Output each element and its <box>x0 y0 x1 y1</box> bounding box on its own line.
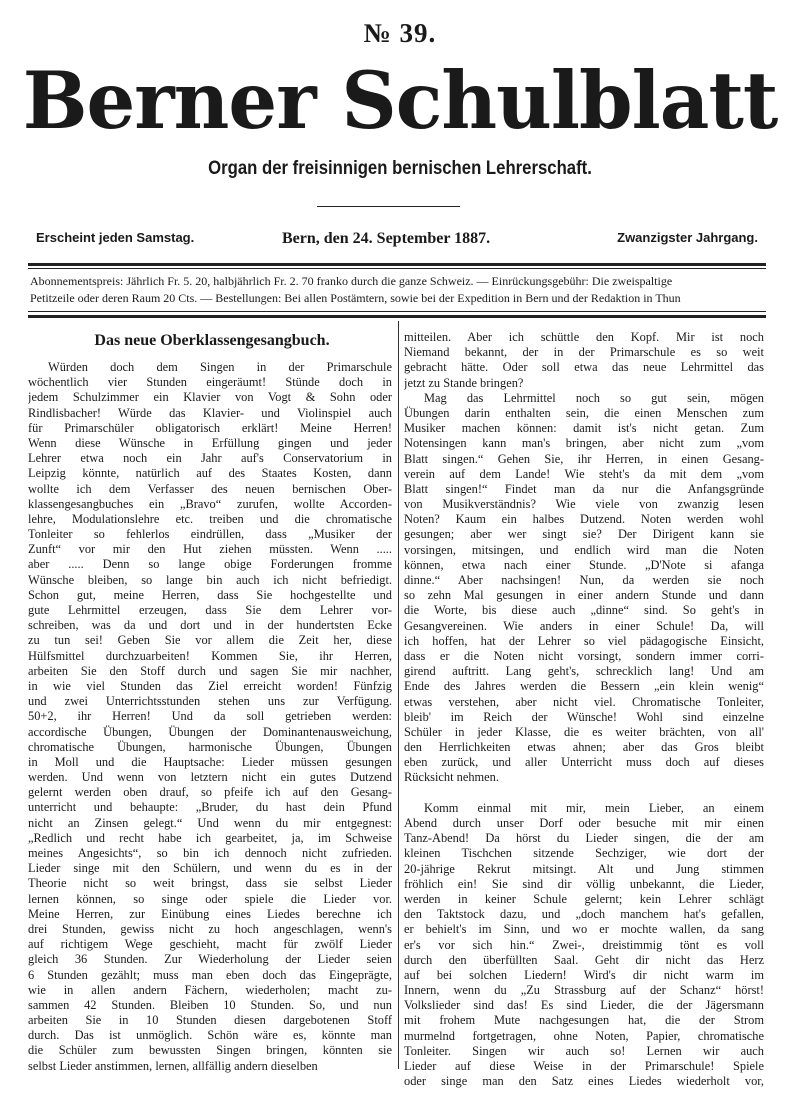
text-line: er's vor sich hin.“ Zwei-, dreistimmig tönt es voll <box>404 937 764 952</box>
text-line: Hülfsmittel durchzuarbeiten! Kommen Sie, ihr Herren, <box>28 648 392 663</box>
text-line: accordische Übungen, Übungen der Dominantenausweichung, <box>28 724 392 739</box>
text-line: jetzt zu Stande bringen? <box>404 375 524 390</box>
text-line: werden in keiner Schule gelernt; kein Lehrer schlägt <box>404 891 764 906</box>
column-divider <box>398 321 399 1069</box>
text-line: verein auf dem Lande! Wie steht's da mit dem „vom <box>404 466 764 481</box>
issue-date: Bern, den 24. September 1887. <box>282 230 491 247</box>
text-line: durch. Das ist unmöglich. Schön wäre es, könnte man <box>28 1028 392 1043</box>
text-line: meines Angesichts“, so bin ich dennoch nicht zufrieden. <box>28 846 392 860</box>
text-line: oder singe man den Satz eines Liedes wiederholt vor, <box>404 1074 764 1089</box>
text-line: Tanz-Abend! Da hörst du Lieder singen, die der am <box>404 831 764 846</box>
text-line: dinne.“ Aber nachsingen! Nun, da werden sie noch <box>404 573 764 587</box>
text-line: durch den überfüllten Saal. Geht dir nicht das Herz <box>404 952 764 967</box>
text-line: jedem Schulzimmer ein Klavier von Vogt & Sohn oder <box>28 390 392 405</box>
text-line: in Moll und die Hauptsache: Lieder müssen gesungen <box>28 754 392 769</box>
text-line: Innern, wenn du „Zu Strassburg auf der Schanz“ hörst! <box>404 983 764 998</box>
text-line: in wie viel Stunden das Ziel erreicht worden! Fünfzig <box>28 678 392 693</box>
text-line: auf bei solchen Liedern! Wird's dir nicht warm im <box>404 967 764 982</box>
text-line: vorsingen, mitsingen, und endlich wird man die Noten <box>404 542 764 557</box>
text-line: Blatt singen.“ Gehen Sie, ihr Herren, in einen Gesang- <box>404 451 764 466</box>
text-line: Schon gut, meine Herren, dass Sie hochgestellte und <box>28 587 392 602</box>
divider-rule <box>28 268 766 269</box>
text-line: wollte ich dem Verfasser des neuen bernischen Ober- <box>28 481 392 496</box>
text-line: werden. Und wenn von letztern nicht ein gutes Dutzend <box>28 770 392 785</box>
text-line: können, etwa nach einer Stunde. „D'Note si afanga <box>404 557 764 572</box>
text-line: Schüler in jeder Klasse, die es weiter brächten, von all' <box>404 724 764 739</box>
text-line: Lieder singe mit den Schülern, und wenn du es in der <box>28 861 392 876</box>
text-line: und zwei Unterrichtsstunden stehen uns zur Verfügung. <box>28 694 392 709</box>
text-line: schreiben, was da und dort und in der hundertsten Ecke <box>28 618 392 633</box>
text-line: ich hoffen, hat der Lehrer so viel pädagogische Einsicht, <box>404 633 764 648</box>
text-line: Lehrer etwa noch ein Jahr auf's Conservatorium in <box>28 451 392 466</box>
text-line: chromatische Übungen, harmonische Übungen, Übungen <box>28 739 392 754</box>
text-line: gelernt werden oben drauf, so pfeife ich auf den Gesang- <box>28 785 392 800</box>
text-line: dass er die Noten nicht vorsingt, sondern immer corri- <box>404 648 764 663</box>
text-line: drei Stunden, gewiss nicht zu hoch angeschlagen, wenn's <box>28 921 392 936</box>
text-line: 20-jährige Rekrut mitsingt. Alt und Jung stimmen <box>404 861 764 876</box>
text-line: Theorie nicht so weit bringst, dass sie selbst Lieder <box>28 876 392 891</box>
volume-year: Zwanzigster Jahrgang. <box>617 230 758 245</box>
notice-line: Petitzeile oder deren Raum 20 Cts. — Bestellungen: Bei allen Postämtern, sowie bei der Expedition in Bern und der Redaktion in Thun <box>30 291 681 305</box>
text-line: Rücksicht nehmen. <box>404 770 499 785</box>
text-line: die Schüler zum bewussten Singen bringen, könnten sie <box>28 1043 392 1058</box>
text-line: Wenn diese Wünsche in Erfüllung gingen und jeder <box>28 435 392 450</box>
text-line: Würden doch dem Singen in der Primarschule <box>48 360 392 374</box>
masthead-title: Berner Schulblatt <box>22 54 778 147</box>
article-column-left <box>28 360 392 1074</box>
text-line: murmelnd fortgetragen, ohne Noten, Papier, chromatische <box>404 1028 764 1043</box>
text-line: fröhlich ein! Sie sind dir völlig unbekannt, die Lieder, <box>404 876 764 891</box>
text-line: lehre, Modulationslehre etc. treiben und die chromatische <box>28 511 392 526</box>
text-line: wie in allen andern Fächern, wiederholen; macht zu- <box>28 982 392 997</box>
text-line: eben zurück, und aller Unterricht muss doch auf dieses <box>404 755 764 770</box>
text-line: lernen können, so singe oder spiele die Lieder vor. <box>28 891 392 906</box>
text-line: etwas verstehen, aber nicht viel. Chromatische Tonleiter, <box>404 694 764 709</box>
text-line: 50+2, ihr Herren! Und da soll getrieben werden: <box>28 709 392 724</box>
text-line: Blatt singen!“ Findet man da nur die Anfangsgründe <box>404 481 764 496</box>
text-line: arbeiten Sie den Stoff durch und sagen Sie mir nachher, <box>28 663 392 678</box>
text-line: selbst Lieder anstimmen, lernen, allfällig andern dieselben <box>28 1058 318 1073</box>
issue-number: № 39. <box>363 18 437 48</box>
text-line: klassengesangbuches ein „Bravo“ zurufen, wollte Accorden- <box>28 496 392 511</box>
text-line: zu tun sei! Geben Sie vor allem die Zeit her, diese <box>28 633 392 648</box>
divider-rule <box>317 206 460 207</box>
text-line: auf richtigem Wege geschieht, macht für zwölf Lieder <box>28 937 392 952</box>
text-line: sammen 42 Stunden. Bleiben 10 Stunden. So, und nun <box>28 997 392 1012</box>
text-line: Noten? Kaum ein halbes Dutzend. Noten werden wohl <box>404 512 764 527</box>
text-line: für Primarschüler obligatorisch erklärt! Meine Herren! <box>28 420 392 435</box>
text-line: Mag das Lehrmittel noch so gut sein, mögen <box>424 390 764 405</box>
text-line: Musiker machen können: damit ist's nicht getan. Zum <box>404 421 764 436</box>
text-line: gute Lehrmittel erzeugen, dass Sie dem Lehrer vor- <box>28 603 392 617</box>
text-line: wöchentlich vier Stunden eingeräumt! Stünde doch in <box>28 375 392 390</box>
text-line: Zunft“ vor mir den Hut ziehen müssten. Wenn ..... <box>28 542 392 557</box>
text-line: Tonleiter. Singen wir auch so! Lernen wir auch <box>404 1043 764 1058</box>
text-line: Meine Herren, zur Einübung eines Liedes berechne ich <box>28 906 392 921</box>
text-line: mit frohem Mute nachgesungen hat, die der Strom <box>404 1013 764 1028</box>
text-line: nicht an Zinsen gelegt.“ Und wenn du mir entgegnest: <box>28 815 392 830</box>
text-line: Wünsche bleiben, so lange bin auch ich nicht befriedigt. <box>28 572 392 587</box>
article-heading: Das neue Oberklassengesangbuch. <box>94 332 330 349</box>
divider-rule <box>28 315 766 318</box>
text-line: girend auftritt. Lang geht's, schrecklich lang! Und am <box>404 664 764 679</box>
text-line: er behielt's im Sinn, und wo er mochte wallen, da sang <box>404 922 764 937</box>
divider-rule <box>28 263 766 266</box>
text-line: gebracht hätte. Oder soll etwa das neue Lehrmittel das <box>404 360 764 375</box>
text-line: Tonleiter so fehlerlos eindrüllen, dass „Musiker der <box>28 527 392 542</box>
text-line: mitteilen. Aber ich schüttle den Kopf. Mir ist noch <box>404 330 764 344</box>
text-line: Rindlisbacher! Würde das Klavier- und Violinspiel auch <box>28 405 392 420</box>
text-line: 6 Stunden gezählt; muss man eben doch das Eingeprägte, <box>28 967 392 982</box>
text-line: bleib' im Reich der Wünsche! Wohl sind einzelne <box>404 709 764 724</box>
text-line: arbeiten Sie in 10 Stunden diesen dargebotenen Stoff <box>28 1013 392 1028</box>
text-line: Notensingen kann man's bringen, aber nicht zum „vom <box>404 436 764 451</box>
text-line: kleinen Tischchen sitzende Sechziger, wie dort der <box>404 846 764 861</box>
text-line: Lieder auf diese Weise in der Primarschule! Spiele <box>404 1059 764 1073</box>
text-line: „Redlich und recht habe ich gearbeitet, ja, im Schweise <box>28 830 392 845</box>
text-line: Volkslieder sind das! Es sind Lieder, die der Jägersmann <box>404 998 764 1013</box>
text-line: Gesangvereinen. Wie anders in einer Schule! Da, will <box>404 618 764 633</box>
text-line: Übungen darin enthalten sein, die einen Menschen zum <box>404 405 764 420</box>
text-line: Komm einmal mit mir, mein Lieber, an einem <box>424 800 764 815</box>
notice-line: Abonnementspreis: Jährlich Fr. 5. 20, halbjährlich Fr. 2. 70 franko durch die ganze Schweiz. — Einrückungsgebühr: Die zweispaltige <box>30 274 673 288</box>
text-line: gesungen; aber wer singt sie? Der Dirigent kann sie <box>404 527 764 542</box>
text-line: Abend durch unser Dorf oder besuche mit mir einen <box>404 816 764 830</box>
subscription-notice <box>30 273 766 307</box>
text-line: Leipzig könnte, natürlich auf des Staates Kosten, dann <box>28 466 392 481</box>
text-line: den Taktstock dazu, und „doch manchem hat's gefallen, <box>404 907 764 922</box>
text-line: Niemand bekannt, der in der Primarschule es so weit <box>404 345 764 360</box>
text-line: gleich 36 Stunden. Zur Wiederholung der Lieder seien <box>28 952 392 967</box>
divider-rule <box>28 311 766 312</box>
text-line: die Worte, bis diese auch „dinne“ sind. So geht's in <box>404 603 764 618</box>
text-line: so zehn Mal gesungen in einer andern Stunde und dann <box>404 588 764 603</box>
text-line: Ende des Jahres werden die Bessern „ein klein wenig“ <box>404 679 764 694</box>
text-line <box>404 786 764 801</box>
text-line: aber ..... Denn so lange obige Forderungen fromme <box>28 557 392 572</box>
publication-frequency: Erscheint jeden Samstag. <box>36 230 195 245</box>
text-line: von Musikverständnis? Wie viele von zwanzig lesen <box>404 497 764 512</box>
masthead-subtitle: Organ der freisinnigen bernischen Lehrerschaft. <box>208 158 592 179</box>
text-line: unterricht und behaupte: „Bruder, du hast dein Pfund <box>28 800 392 815</box>
text-line: den Herrlichkeiten etwas ahnen; aber das Gros bleibt <box>404 740 764 755</box>
article-column-right <box>404 330 764 1089</box>
